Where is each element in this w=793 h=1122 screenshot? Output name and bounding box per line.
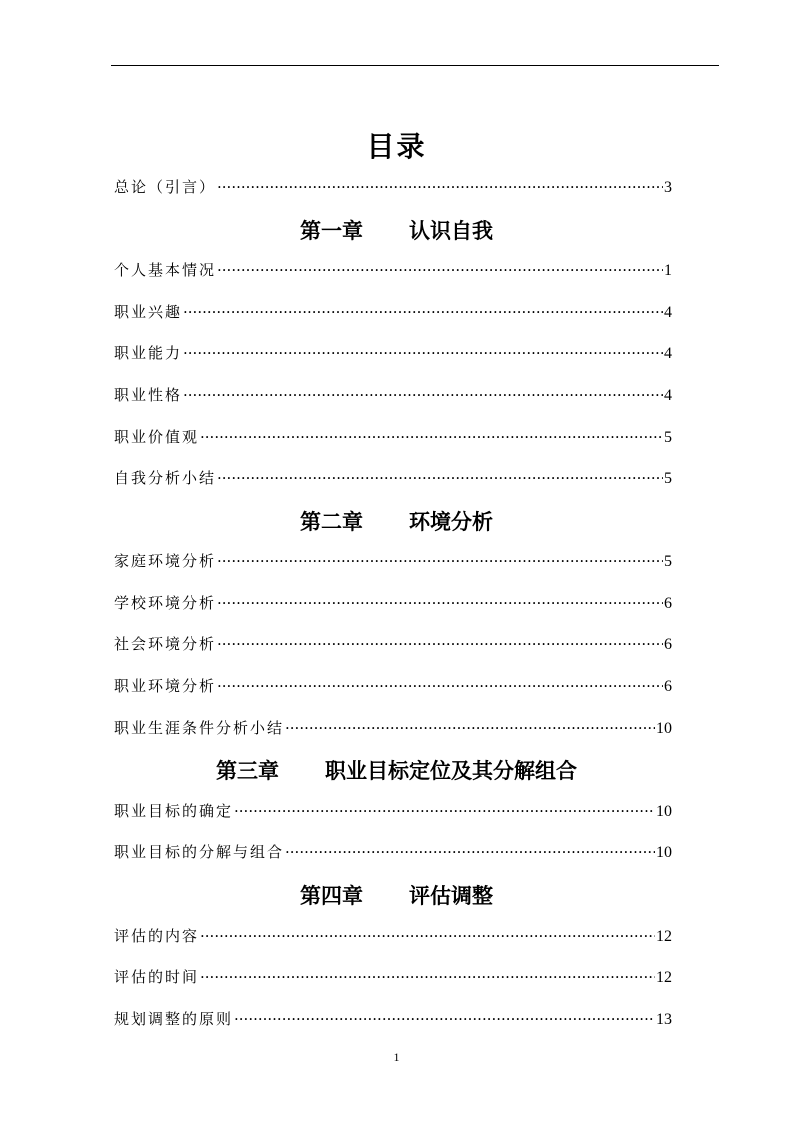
toc-entry-page: 12	[656, 969, 672, 986]
chapter-title: 评估调整	[409, 884, 493, 908]
toc-entry-page: 10	[656, 720, 672, 737]
chapter-number: 第四章	[300, 884, 363, 908]
toc-entry-page: 3	[664, 179, 672, 196]
toc-leader-dots	[200, 425, 663, 449]
toc-leader-dots	[217, 674, 663, 698]
toc-entry-label: 学校环境分析	[114, 594, 217, 612]
toc-leader-dots	[183, 300, 663, 324]
toc-entry[interactable]	[114, 258, 672, 282]
toc-entry[interactable]	[114, 300, 672, 324]
toc-entry[interactable]	[114, 425, 672, 449]
page-number: 1	[393, 1050, 400, 1064]
toc-entry[interactable]	[114, 632, 672, 656]
toc-leader-dots	[217, 466, 663, 490]
toc-entry-label: 职业生涯条件分析小结	[114, 719, 285, 737]
toc-entry-label: 自我分析小结	[114, 469, 217, 487]
chapter-title: 认识自我	[409, 219, 493, 243]
toc-entry-label: 职业能力	[114, 344, 183, 362]
toc-entry-page: 4	[664, 387, 672, 404]
toc-entry[interactable]	[114, 924, 672, 948]
toc-entry[interactable]	[114, 840, 672, 864]
chapter-number: 第三章	[216, 759, 279, 783]
toc-entry-label: 规划调整的原则	[114, 1010, 234, 1028]
toc-entry[interactable]	[114, 799, 672, 823]
toc-entry-page: 6	[664, 636, 672, 653]
toc-leader-dots	[234, 1007, 655, 1031]
toc-entry-label: 评估的时间	[114, 968, 200, 986]
toc-entry-page: 5	[664, 429, 672, 446]
toc-entry-page: 4	[664, 345, 672, 362]
toc-entry-page: 13	[656, 1011, 672, 1028]
toc-entry-label: 职业目标的确定	[114, 802, 234, 820]
toc-leader-dots	[183, 341, 663, 365]
toc-leader-dots	[285, 716, 655, 740]
toc-leader-dots	[217, 258, 663, 282]
toc-entry-page: 12	[656, 928, 672, 945]
chapter-3-heading[interactable]	[0, 753, 793, 787]
chapter-number: 第一章	[300, 219, 363, 243]
toc-entry-page: 4	[664, 304, 672, 321]
toc-entry[interactable]	[114, 591, 672, 615]
toc-leader-dots	[217, 549, 663, 573]
toc-entry-page: 5	[664, 470, 672, 487]
toc-leader-dots	[217, 591, 663, 615]
toc-entry-label: 个人基本情况	[114, 261, 217, 279]
chapter-4-heading[interactable]	[0, 878, 793, 912]
toc-entry-page: 6	[664, 678, 672, 695]
chapter-title: 环境分析	[409, 510, 493, 534]
toc-entry-label: 职业兴趣	[114, 303, 183, 321]
toc-entry-page: 6	[664, 595, 672, 612]
toc-entry-label: 社会环境分析	[114, 635, 217, 653]
toc-entry[interactable]	[114, 466, 672, 490]
toc-entry[interactable]	[114, 383, 672, 407]
chapter-number: 第二章	[300, 510, 363, 534]
toc-entry-label: 职业性格	[114, 386, 183, 404]
chapter-title: 职业目标定位及其分解组合	[325, 759, 577, 783]
toc-leader-dots	[217, 175, 663, 199]
toc-leader-dots	[183, 383, 663, 407]
toc-entry-page: 10	[656, 844, 672, 861]
header-rule	[111, 65, 719, 66]
toc-entry[interactable]	[114, 965, 672, 989]
toc-entry-label: 评估的内容	[114, 927, 200, 945]
toc-entry[interactable]	[114, 674, 672, 698]
toc-entry-page: 10	[656, 803, 672, 820]
toc-leader-dots	[234, 799, 655, 823]
toc-entry[interactable]	[114, 1007, 672, 1031]
toc-entry[interactable]	[114, 716, 672, 740]
toc-entry-label: 总论（引言）	[114, 178, 217, 196]
toc-entry-label: 职业价值观	[114, 428, 200, 446]
toc-entry-label: 职业环境分析	[114, 677, 217, 695]
toc-entry-label: 家庭环境分析	[114, 552, 217, 570]
toc-leader-dots	[217, 632, 663, 656]
toc-leader-dots	[285, 840, 655, 864]
toc-leader-dots	[200, 965, 655, 989]
toc-entry[interactable]	[114, 549, 672, 573]
chapter-2-heading[interactable]	[0, 504, 793, 538]
toc-entry-intro[interactable]	[114, 175, 672, 199]
toc-leader-dots	[200, 924, 655, 948]
toc-title: 目录	[366, 130, 427, 163]
toc-entry-label: 职业目标的分解与组合	[114, 843, 285, 861]
toc-entry-page: 5	[664, 553, 672, 570]
toc-entry[interactable]	[114, 341, 672, 365]
toc-entry-page: 1	[664, 262, 672, 279]
chapter-1-heading[interactable]	[0, 213, 793, 247]
